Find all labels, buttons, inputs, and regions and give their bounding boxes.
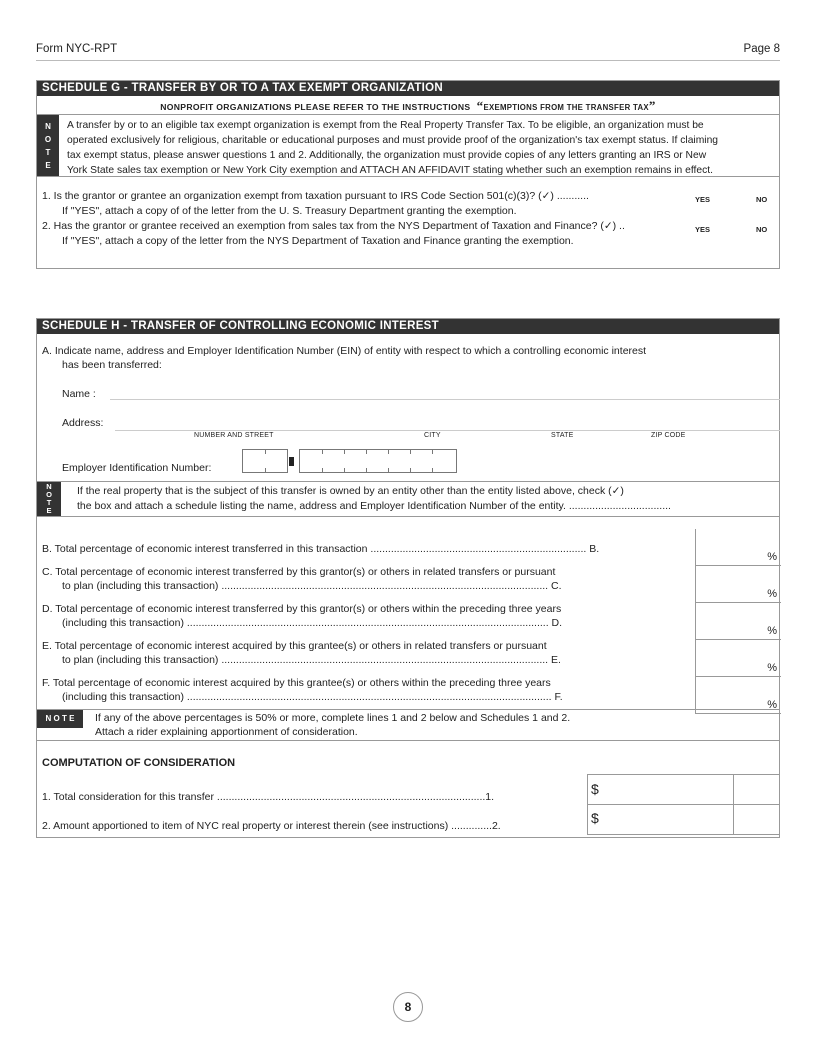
q1-yes-option[interactable]: YES [695,195,711,204]
caption-street: NUMBER AND STREET [194,432,274,439]
item-c-line2: to plan (including this transaction) ................................................................................................................ C. [62,580,562,592]
item-d-field[interactable] [695,603,781,640]
name-field[interactable] [110,399,780,400]
caption-state: STATE [551,432,574,439]
subheading-text: NONPROFIT ORGANIZATIONS PLEASE REFER TO THE INSTRUCTIONS [160,102,471,112]
item-c-line1: C. Total percentage of economic interest transferred by this grantor(s) or others in related transfers or pursuant [42,566,556,578]
percentage-note-text: If any of the above percentages is 50% or more, complete lines 1 and 2 below and Schedules 1 and 2. Attach a rider explaining apportionment of consideration. [95,712,571,738]
percent-sign: % [767,662,777,674]
schedule-g [36,80,780,269]
percent-sign: % [767,699,777,711]
note-label: N O T E [37,710,83,728]
item-d-line1: D. Total percentage of economic interest transferred by this grantor(s) or others within the preceding three years [42,603,562,615]
question-2-sub: If "YES", attach a copy of the letter from the NYS Department of Taxation and Finance granting the exemption. [62,235,574,247]
item-e-line2: to plan (including this transaction) ................................................................................................................ E. [62,654,561,666]
page-number: 8 [393,992,423,1022]
question-1-sub: If "YES", attach a copy of of the letter from the U. S. Treasury Department granting the exemption. [62,205,517,217]
item-a-line2: has been transferred: [62,359,162,371]
q2-no-option[interactable]: NO [756,225,768,234]
item-a-line1: A. Indicate name, address and Employer Identification Number (EIN) of entity with respect to which a controlling economic interest [42,345,647,357]
question-1 [37,177,779,215]
item-f-line2: (including this transaction) ............................................................................................................................. F. [62,691,563,703]
form-name: Form NYC-RPT [36,43,118,55]
page-header [36,43,780,59]
note-label: N O T E [37,482,61,516]
note-label: N O T E [37,115,59,176]
caption-zip: ZIP CODE [651,432,686,439]
total-consideration-field[interactable] [587,774,780,805]
note-line2[interactable]: the box and attach a schedule listing the name, address and Employer Identification Number of the entity. ................................... [77,500,671,512]
question-2-text: 2. Has the grantor or grantee received an exemption from sales tax from the NYS Department of Taxation and Finance? (✓) .. [42,220,625,232]
schedule-g-title: SCHEDULE G - TRANSFER BY OR TO A TAX EXEMPT ORGANIZATION [37,81,779,96]
q2-yes-option[interactable]: YES [695,225,711,234]
item-e-field[interactable] [695,640,781,677]
apportioned-amount-field[interactable] [587,805,780,835]
note-text [77,484,671,514]
q1-no-option[interactable]: NO [756,195,768,204]
percentage-note [37,709,779,741]
schedule-h [36,318,780,838]
note-line1: If the real property that is the subject of this transfer is owned by an entity other than the entity listed above, check (✓) [77,485,624,497]
item-c-field[interactable] [695,566,781,603]
ein-label: Employer Identification Number: [62,462,212,474]
item-f-line1: F. Total percentage of economic interest acquired by this grantee(s) or others within the preceding three years [42,677,551,689]
caption-city: CITY [424,432,441,439]
schedule-g-subheading: NONPROFIT ORGANIZATIONS PLEASE REFER TO THE INSTRUCTIONS “EXEMPTIONS FROM THE TRANSFER TAX” [37,96,779,115]
page-label: Page 8 [743,43,780,55]
computation-title: COMPUTATION OF CONSIDERATION [42,757,236,769]
schedule-h-note [37,481,779,517]
item-b-field[interactable] [695,529,781,566]
schedule-h-title: SCHEDULE H - TRANSFER OF CONTROLLING ECONOMIC INTEREST [37,319,779,334]
question-1-text: 1. Is the grantor or grantee an organization exempt from taxation pursuant to IRS Code Section 501(c)(3)? (✓) ........... [42,190,589,202]
dollar-sign: $ [591,810,599,826]
header-divider [36,60,780,61]
ein-separator [289,457,294,466]
comp-line2: 2. Amount apportioned to item of NYC real property or interest therein (see instructions) ..............2. [42,820,501,832]
percent-sign: % [767,625,777,637]
item-d-line2: (including this transaction) ............................................................................................................................ D. [62,617,563,629]
name-label: Name : [62,388,96,400]
subheading-reference: EXEMPTIONS FROM THE TRANSFER TAX [483,103,649,112]
ein-suffix-field[interactable] [299,449,457,473]
comp-line1: 1. Total consideration for this transfer ............................................................................................1. [42,791,495,803]
address-label: Address: [62,417,104,429]
schedule-g-note [37,115,779,177]
percent-sign: % [767,588,777,600]
address-field[interactable] [115,430,780,431]
note-text: A transfer by or to an eligible tax exempt organization is exempt from the Real Property Transfer Tax. To be eligible, an organization must be operated exclusively for religious, charitable or educational purposes and must provide proof of the organization's tax exempt status. If claiming tax exempt status, please answer questions 1 and 2. Additionally, the organization must provide copies of any letters granting an IRS or New York State sales tax exemption or New York City exemption and ATTACH AN AFFIDAVIT stating whether such an exemption remains in effect. [67,120,719,176]
item-b: B. Total percentage of economic interest transferred in this transaction .......................................................................... B. [42,543,600,555]
percent-sign: % [767,551,777,563]
percentages-block [37,529,779,709]
dollar-sign: $ [591,781,599,797]
item-e-line1: E. Total percentage of economic interest acquired by this grantee(s) or others in related transfers or pursuant [42,640,547,652]
ein-prefix-field[interactable] [242,449,288,473]
question-2 [37,215,779,253]
